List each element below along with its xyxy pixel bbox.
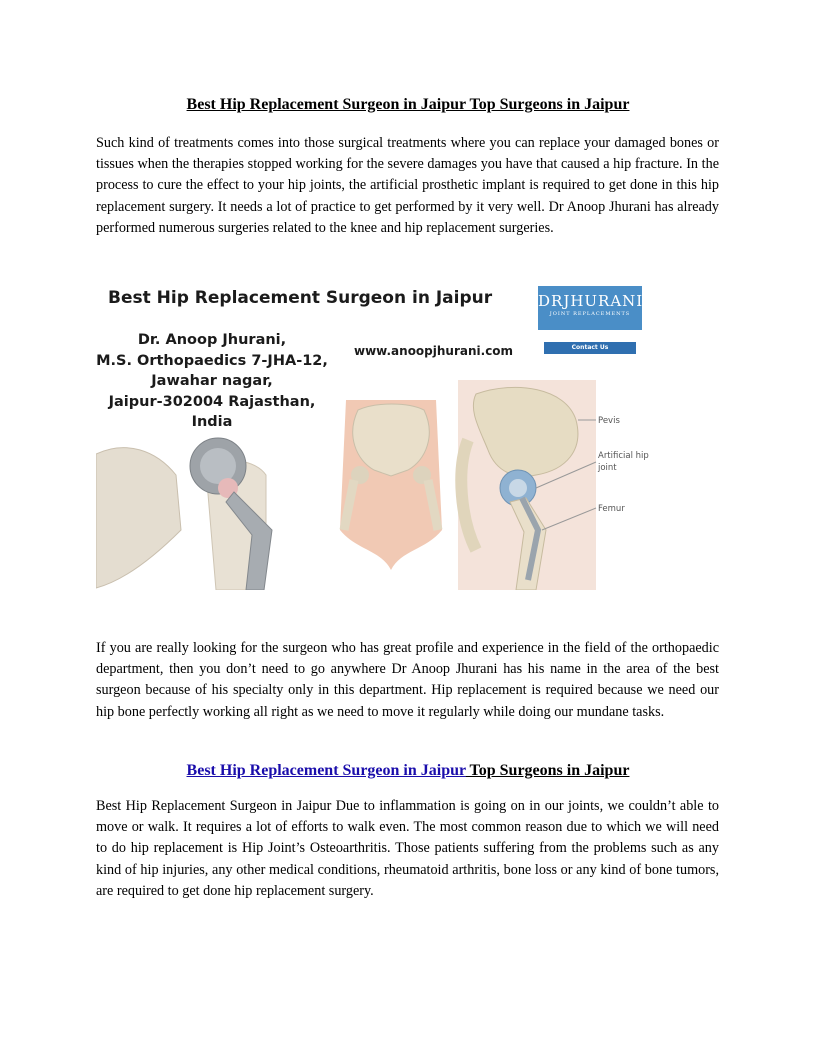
hip-implant-drawing (96, 438, 272, 590)
pelvis-side-drawing (458, 380, 596, 590)
pelvis-front-drawing (340, 400, 442, 570)
heading-1: Best Hip Replacement Surgeon in Jaipur Top Surgeons in Jaipur (186, 96, 630, 113)
hip-illustration (96, 380, 652, 590)
label-pelvis: Pevis (598, 416, 620, 426)
address-line: India (191, 414, 233, 430)
paragraph-3: Best Hip Replacement Surgeon in Jaipur Due to inflammation is going on in our joints, we couldn’t able to move or walk. It requires a lot of efforts to walk even. The most common reason due to which we will need to do hip replacement is Hip Joint’s Osteoarthritis. Those patients suffering from the problems such as any kind of hip injuries, any other medical conditions, rheumatoid arthritis, bone loss or any kind of bone tumors, are required to get done hip replacement surgery. (96, 798, 719, 899)
heading-2 (96, 762, 720, 780)
address-line: M.S. Orthopaedics 7-JHA-12, (96, 352, 328, 369)
banner-heading: Best Hip Replacement Surgeon in Jaipur (108, 288, 493, 308)
contact-us-button[interactable]: Contact Us (544, 342, 636, 354)
address-line: Jaipur-302004 Rajasthan, (108, 393, 316, 410)
surgeon-banner-image (96, 280, 652, 590)
address-line: Dr. Anoop Jhurani, (137, 332, 287, 348)
banner-website: www.anoopjhurani.com (354, 344, 514, 358)
paragraph-2: If you are really looking for the surgeon who has great profile and experience in the field of the orthopaedic department, then you don’t need to go anywhere Dr Anoop Jhurani has his name in the area of the best surgeon because of his specialty only in this department. Hip replacement is required because we need our hip bone perfectly working all right as we need to move it regularly while doing our mundane tasks. (96, 640, 719, 720)
paragraph-1: Such kind of treatments comes into those surgical treatments where you can replace your damaged bones or tissues when the therapies stopped working for the severe damages you have that caused a hip fracture. In the process to cure the effect to your hip joints, the artificial prosthetic implant is required to get done in this hip replacement surgery. It needs a lot of practice to get performed by it very well. Dr Anoop Jhurani has already performed numerous surgeries related to the knee and hip replacement surgeries. (96, 135, 719, 236)
logo-sub-text: JOINT REPLACEMENTS (549, 311, 631, 317)
heading-2-rest: Top Surgeons in Jaipur (465, 762, 630, 779)
address-line: Jawahar nagar, (151, 373, 273, 389)
brand-logo (538, 286, 642, 330)
label-joint: joint (598, 463, 617, 473)
logo-main-text: DRJHURANI (538, 292, 644, 310)
label-femur: Femur (598, 504, 625, 514)
label-artificial-joint: Artificial hip (598, 451, 649, 461)
heading-2-link[interactable]: Best Hip Replacement Surgeon in Jaipur (186, 762, 466, 779)
